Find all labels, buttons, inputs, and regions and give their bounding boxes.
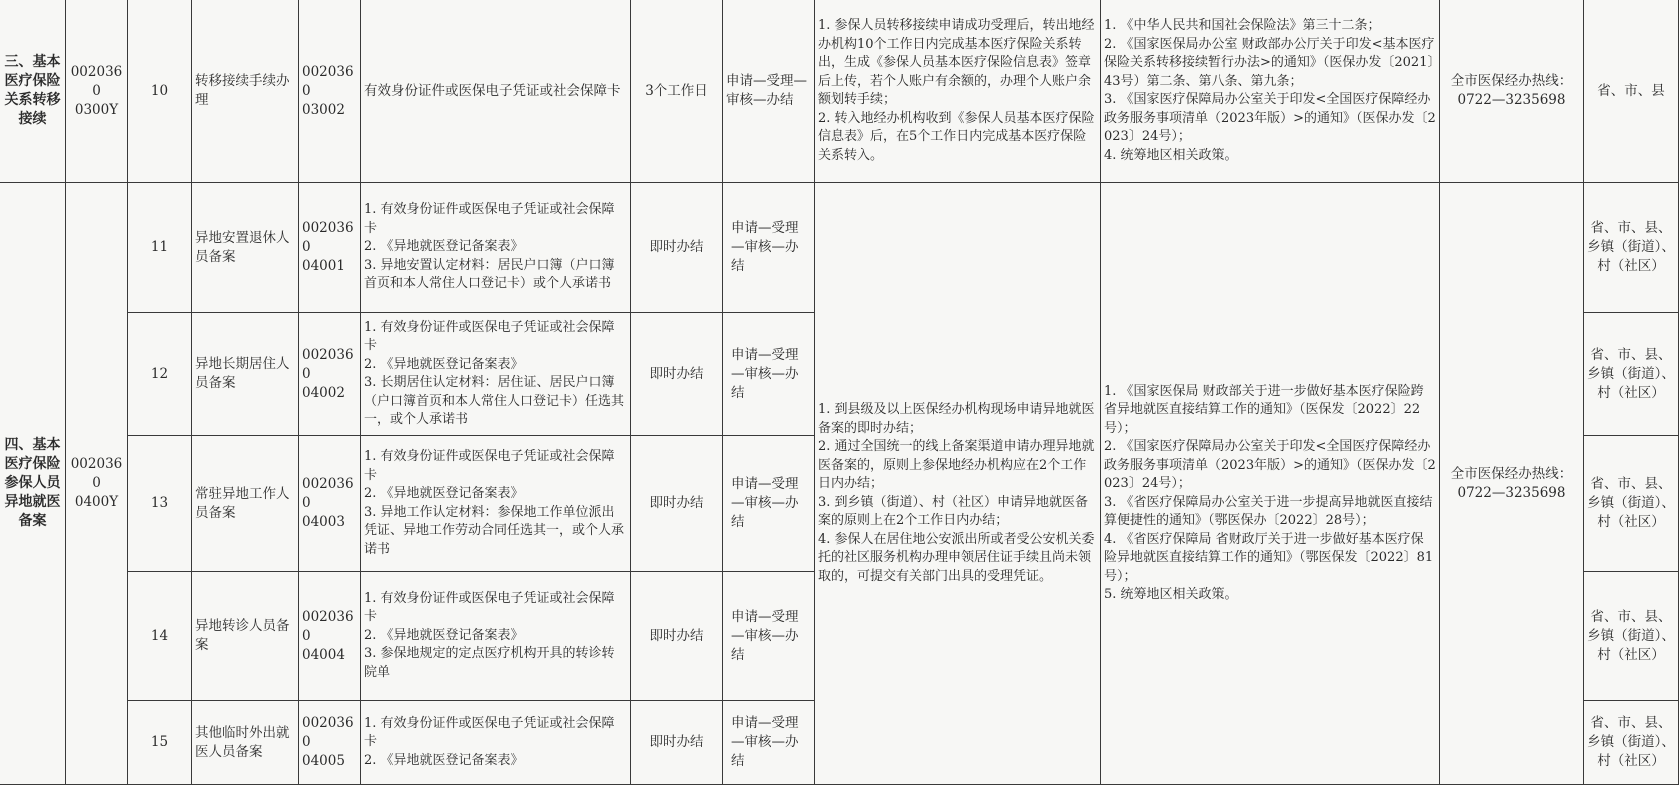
time-limit-cell	[631, 572, 723, 701]
process-text: 申请—受理—审核—办结	[731, 220, 799, 274]
guide-text: 1. 到县级及以上医保经办机构现场申请异地就医备案的即时办结； 2. 通过全国统一的线上备案渠道申请办理异地就医备案的，原则上参保地经办机构应在2个工作日内办结； 3. 到乡镇（街道）、村（社区）申请异地就医备案的原则上在2个工作日内办结； 4. 参保人在居住地公安派出所或者受公安机关委托的社区服务机构办理申领居住证手续且尚未领取的，可提交有关部门出具的受理凭证。	[818, 402, 1095, 584]
item-code-cell	[299, 0, 361, 183]
basis-cell	[1101, 183, 1440, 785]
materials-text: 有效身份证件或医保电子凭证或社会保障卡	[364, 82, 621, 99]
process-text: 申请—受理—审核—办结	[726, 73, 807, 108]
time-limit-cell	[631, 701, 723, 785]
category-code: 0020360 0400Y	[70, 456, 123, 510]
materials-text: 1. 有效身份证件或医保电子凭证或社会保障卡 2. 《异地就医登记备案表》 3. 长期居住认定材料：居住证、居民户口簿（户口簿首页和本人常住人口登记卡）任选其一，或个人承诺书	[364, 319, 625, 427]
time-limit-cell	[631, 183, 723, 313]
category-cell	[0, 183, 66, 785]
process-cell	[723, 183, 815, 313]
row-number-cell	[128, 0, 192, 183]
category-cell	[0, 0, 66, 183]
time-limit-cell	[631, 0, 723, 183]
materials-cell	[361, 701, 631, 785]
category-code: 0020360 0300Y	[70, 63, 123, 118]
guide-cell	[815, 183, 1101, 785]
row-number: 15	[150, 734, 169, 750]
level-text: 省、市、县	[1597, 82, 1665, 99]
item-code-cell	[299, 183, 361, 313]
row-number-cell	[128, 572, 192, 701]
item-code-cell	[299, 701, 361, 785]
time-limit-cell	[631, 436, 723, 572]
time-limit: 3个工作日	[645, 82, 708, 99]
basis-text: 1. 《国家医保局 财政部关于进一步做好基本医疗保险跨省异地就医直接结算工作的通知》（医保发〔2022〕22号）； 2. 《国家医疗保障局办公室关于印发<全国医疗保障经办政务服务事项清单（2023年版）>的通知》（医保办发〔2023〕24号）； 3. 《省医疗保障局办公室关于进一步提高异地就医直接结算便捷性的通知》（鄂医保办〔2022〕28号）； 4. 《省医疗保障局 省财政厅关于进一步做好基本医疗保险异地就医直接结算工作的通知》（鄂医保发〔2022〕81号）； 5. 统筹地区相关政策。	[1104, 383, 1436, 602]
process-text: 申请—受理—审核—办结	[731, 715, 799, 769]
item-name: 转移接续手续办理	[195, 73, 290, 108]
level-text: 省、市、县、乡镇（街道）、村（社区）	[1587, 715, 1675, 769]
category-code-cell	[66, 183, 128, 785]
process-cell	[723, 0, 815, 183]
basis-cell	[1101, 0, 1440, 183]
item-name: 异地安置退休人员备案	[195, 229, 290, 265]
time-limit: 即时办结	[649, 239, 704, 255]
item-name-cell	[192, 313, 299, 436]
item-code: 0020360 04004	[302, 608, 354, 663]
time-limit: 即时办结	[649, 734, 704, 750]
level-cell	[1584, 701, 1679, 785]
level-cell	[1584, 0, 1679, 183]
category-label: 四、基本医疗保险参保人员异地就医备案	[4, 437, 61, 529]
materials-text: 1. 有效身份证件或医保电子凭证或社会保障卡 2. 《异地就医登记备案表》 3. 异地工作认定材料：参保地工作单位派出凭证、异地工作劳动合同任选其一，或个人承诺书	[364, 449, 625, 557]
time-limit: 即时办结	[649, 365, 704, 382]
process-cell	[723, 701, 815, 785]
item-code: 0020360 03002	[302, 63, 354, 118]
hotline-text: 全市医保经办热线： 0722—3235698	[1450, 465, 1573, 501]
time-limit: 即时办结	[649, 495, 704, 511]
guide-text: 1. 参保人员转移接续申请成功受理后，转出地经办机构10个工作日内完成基本医疗保险关系转出，生成《参保人员基本医疗保险信息表》签章后上传，若个人账户有余额的，办理个人账户余额划转手续； 2. 转入地经办机构收到《参保人员基本医疗保险信息表》后，在5个工作日内完成基本医疗保险关系转入。	[818, 18, 1095, 163]
materials-text: 1. 有效身份证件或医保电子凭证或社会保障卡 2. 《异地就医登记备案表》	[364, 715, 615, 768]
materials-cell	[361, 572, 631, 701]
level-cell	[1584, 436, 1679, 572]
time-limit: 即时办结	[649, 627, 704, 644]
row-number: 11	[150, 239, 169, 255]
row-number-cell	[128, 701, 192, 785]
basis-text: 1. 《中华人民共和国社会保险法》第三十二条； 2. 《国家医保局办公室 财政部办公厅关于印发<基本医疗保险关系转移接续暂行办法>的通知》（医保办发〔2021〕43号）第二条、第八条、第九条； 3. 《国家医疗保障局办公室关于印发<全国医疗保障经办政务服务事项清单（2023年版）>的通知》（医保办发〔2023〕24号）； 4. 统筹地区相关政策。	[1104, 18, 1436, 163]
category-code-cell	[66, 0, 128, 183]
level-text: 省、市、县、乡镇（街道）、村（社区）	[1587, 608, 1675, 663]
materials-cell	[361, 0, 631, 183]
item-code: 0020360 04005	[302, 715, 354, 769]
item-name-cell	[192, 701, 299, 785]
level-text: 省、市、县、乡镇（街道）、村（社区）	[1587, 346, 1675, 401]
time-limit-cell	[631, 313, 723, 436]
row-number: 14	[150, 627, 169, 644]
process-text: 申请—受理—审核—办结	[731, 346, 799, 401]
item-name-cell	[192, 436, 299, 572]
item-name: 异地长期居住人员备案	[195, 356, 290, 391]
level-cell	[1584, 183, 1679, 313]
item-code-cell	[299, 313, 361, 436]
materials-cell	[361, 436, 631, 572]
item-name-cell	[192, 0, 299, 183]
process-cell	[723, 313, 815, 436]
materials-text: 1. 有效身份证件或医保电子凭证或社会保障卡 2. 《异地就医登记备案表》 3. 参保地规定的定点医疗机构开具的转诊转院单	[364, 590, 615, 680]
item-name: 常驻异地工作人员备案	[195, 485, 290, 521]
item-code: 0020360 04001	[302, 220, 354, 274]
item-name-cell	[192, 183, 299, 313]
item-code-cell	[299, 572, 361, 701]
category-label: 三、基本医疗保险关系转移接续	[4, 54, 61, 127]
process-cell	[723, 436, 815, 572]
materials-cell	[361, 183, 631, 313]
process-cell	[723, 572, 815, 701]
process-text: 申请—受理—审核—办结	[731, 476, 799, 530]
item-name: 其他临时外出就医人员备案	[195, 724, 290, 760]
row-number-cell	[128, 436, 192, 572]
hotline-cell	[1440, 0, 1584, 183]
guide-cell	[815, 0, 1101, 183]
process-text: 申请—受理—审核—办结	[731, 608, 799, 663]
level-text: 省、市、县、乡镇（街道）、村（社区）	[1587, 220, 1675, 274]
hotline-text: 全市医保经办热线： 0722—3235698	[1450, 73, 1573, 108]
row-number-cell	[128, 183, 192, 313]
materials-cell	[361, 313, 631, 436]
row-number: 10	[150, 82, 169, 99]
hotline-cell	[1440, 183, 1584, 785]
item-code: 0020360 04002	[302, 346, 354, 401]
level-text: 省、市、县、乡镇（街道）、村（社区）	[1587, 476, 1675, 530]
level-cell	[1584, 313, 1679, 436]
row-number-cell	[128, 313, 192, 436]
level-cell	[1584, 572, 1679, 701]
item-code: 0020360 04003	[302, 476, 354, 530]
item-code-cell	[299, 436, 361, 572]
item-name: 异地转诊人员备案	[195, 618, 290, 653]
row-number: 13	[150, 495, 169, 511]
item-name-cell	[192, 572, 299, 701]
row-number: 12	[150, 365, 169, 382]
materials-text: 1. 有效身份证件或医保电子凭证或社会保障卡 2. 《异地就医登记备案表》 3. 异地安置认定材料：居民户口簿（户口簿首页和本人常住人口登记卡）或个人承诺书	[364, 202, 615, 292]
